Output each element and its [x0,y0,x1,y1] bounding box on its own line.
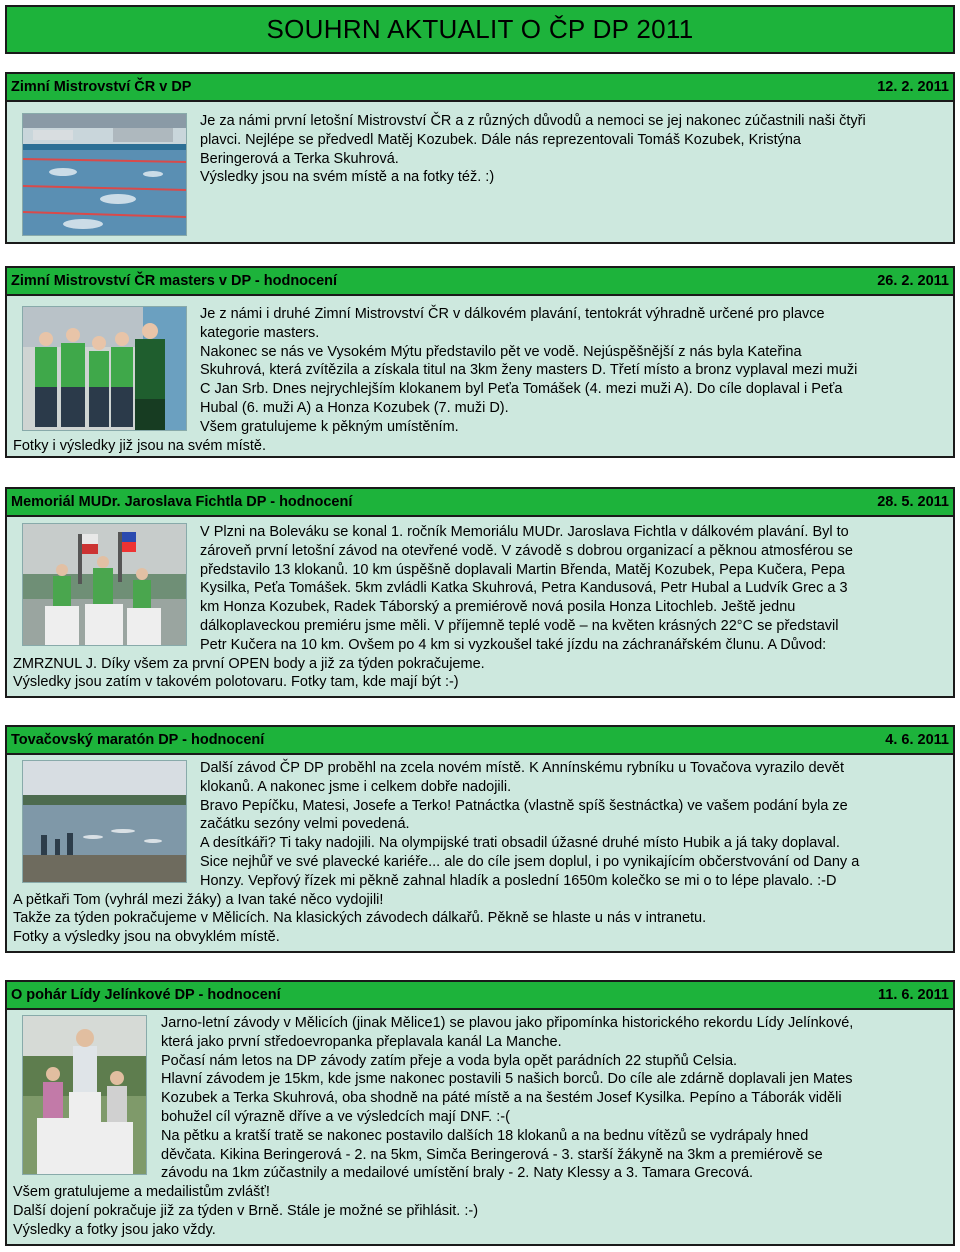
news-section-2 [5,266,955,458]
section-title[interactable]: Tovačovský maratón DP - hodnocení [11,732,265,748]
news-section-4 [5,725,955,953]
paragraph-line: začátku sezóny velmi povedená. [200,816,410,833]
paragraph-line: Na pětku a kratší tratě se nakonec postavilo dalších 18 klokanů a na bednu vítězů se vydrápaly hned [161,1127,809,1144]
paragraph-line: km Honza Kozubek, Radek Táborský a premiérově nová posila Honza Litochleb. Ještě jednu [200,599,796,616]
paragraph-line: Hlavní závodem je 15km, kde jsme nakonec postavili 5 našich borců. Do cíle ale zdárně doplavali jen Mates [161,1071,853,1088]
paragraph-line: Fotky a výsledky jsou na obvyklém místě. [13,929,280,946]
paragraph-line: Všem gratulujeme k pěkným umístěním. [200,418,459,435]
paragraph-line: Fotky i výsledky již jsou na svém místě. [13,437,267,454]
paragraph-line: zároveň první letošní závod na otevřené vodě. V závodě s dobrou organizací a pěknou atmosférou se [200,542,853,559]
paragraph-line: Takže za týden pokračujeme v Mělicích. Na klasických závodech dálkařů. Pěkně se hlaste u nás v intranetu. [13,910,707,927]
paragraph-line: závodu na 1km zúčastnily a medailové umístění braly - 2. Naty Klessy a 3. Tamara Grecová. [161,1165,754,1182]
paragraph-line: Beringerová a Terka Skuhrová. [200,150,399,167]
paragraph-line: Výsledky jsou na svém místě a na fotky též. :) [200,169,495,186]
paragraph-line: Bravo Pepíčku, Matesi, Josefe a Terko! Patnáctka (vlastně spíš šestnáctka) ve vašem podání byla ze [200,797,848,814]
paragraph-line: která jako první středoevropanka přeplavala kanál La Manche. [161,1033,562,1050]
paragraph-line: Všem gratulujeme a medailistům zvlášť! [13,1184,270,1201]
news-section-3 [5,487,955,698]
paragraph-line: Výsledky a fotky jsou jako vždy. [13,1221,216,1238]
section-body [13,1014,945,1240]
paragraph-line: bohužel cíl výrazně dříve a ve výsledcích mají DNF. :-( [161,1108,510,1125]
paragraph-line: klokanů. A nakonec jsme i celkem dobře nadojili. [200,778,512,795]
section-header [7,74,953,102]
section-body [13,759,945,947]
section-date: 28. 5. 2011 [877,494,949,510]
paragraph-line: představilo 13 klokanů. 10 km úspěšně doplavali Martin Břenda, Matěj Kozubek, Pepa Kučera, Pepa [200,561,845,578]
paragraph-line: plavci. Nejlépe se předvedl Matěj Kozubek. Dále nás reprezentovali Tomáš Kozubek, Kristýna [200,131,801,148]
paragraph-line: děvčata. Kikina Beringerová - 2. na 5km, Simča Beringerová - 3. starší žákyně na 3km a premiérově se [161,1146,823,1163]
section-body [13,305,945,455]
paragraph-line: V Plzni na Boleváku se konal 1. ročník Memoriálu MUDr. Jaroslava Fichtla v dálkovém plavání. Byl to [200,524,849,540]
section-date: 26. 2. 2011 [877,273,949,289]
paragraph-line: ZMRZNUL J. Díky všem za první OPEN body a již za týden pokračujeme. [13,655,485,672]
paragraph-line: A desítkáři? Ti taky nadojili. Na olympijské trati obsadil úžasné druhé místo Hubik a já taky doplaval. [200,835,840,852]
paragraph-line: Kysilka, Peťa Tomášek. 5km zvládli Katka Skuhrová, Petra Kandusová, Petr Hubal a Ludvík Grec a 3 [200,580,848,597]
paragraph-line: Petr Kučera na 10 km. Ovšem po 4 km si vyzkoušel také jízdu na záchranářském člunu. A Důvod: [200,636,827,653]
section-date: 12. 2. 2011 [877,79,949,95]
section-title[interactable]: Zimní Mistrovství ČR v DP [11,79,192,95]
section-title[interactable]: Zimní Mistrovství ČR masters v DP - hodnocení [11,273,338,289]
paragraph-line: Hubal (6. muži A) a Honza Kozubek (7. muži D). [200,399,509,416]
section-header [7,489,953,517]
paragraph-line: Jarno-letní závody v Mělicích (jinak Mělice1) se plavou jako připomínka historického rekordu Lídy Jelínkové, [161,1015,854,1031]
paragraph-line: A pětkaři Tom (vyhrál mezi žáky) a Ivan také něco vydojili! [13,891,384,908]
section-body [13,112,945,187]
section-header [7,982,953,1010]
news-section-5 [5,980,955,1246]
paragraph-line: Sice nejhůř ve své plavecké kariéře... ale do cíle jsem doplul, i po vynikajícím občerstvování od Dany a [200,853,860,870]
section-title[interactable]: Memoriál MUDr. Jaroslava Fichtla DP - hodnocení [11,494,353,510]
page-title-bar [5,5,955,54]
page-title: SOUHRN AKTUALIT O ČP DP 2011 [266,14,694,44]
paragraph-line: Nakonec se nás ve Vysokém Mýtu představilo pět ve vodě. Nejúspěšnější z nás byla Kateřina [200,343,802,360]
paragraph-line: Je za námi první letošní Mistrovství ČR a z různých důvodů a nemoci se jej nakonec zúčastnili naši čtyři [200,113,866,129]
paragraph-line: C Jan Srb. Dnes nejrychlejším klokanem byl Peťa Tomášek (4. mezi muži A). Do cíle doplaval i Peťa [200,381,843,398]
section-date: 4. 6. 2011 [885,732,949,748]
section-header [7,268,953,296]
paragraph-line: Výsledky jsou zatím v takovém polotovaru. Fotky tam, kde mají být :-) [13,674,459,691]
paragraph-line: Další dojení pokračuje již za týden v Brně. Stále je možné se přihlásit. :-) [13,1202,479,1219]
paragraph-line: Kozubek a Terka Skuhrová, oba shodně na páté místě a na šestém Josef Kysilka. Pepíno a Táborák viděli [161,1090,842,1107]
paragraph-line: Skuhrová, která zvítězila a získala titul na 3km ženy masters D. Třetí místo a bronz vyplaval mezi muži [200,362,858,379]
paragraph-line: Honzy. Vepřový řízek mi pěkně zahnal hladík a poslední 1650m kolečko se mi o to lépe plavalo. :-D [200,872,837,889]
paragraph-line: dálkoplaveckou premiéru jsme měli. V příjemně teplé vodě – na květen krásných 22°C se představil [200,617,839,634]
section-header [7,727,953,755]
paragraph-line: Další závod ČP DP proběhl na zcela novém místě. K Annínskému rybníku u Tovačova vyrazilo devět [200,760,844,776]
section-date: 11. 6. 2011 [878,987,949,1003]
paragraph-line: Počasí nám letos na DP závody zatím přeje a voda byla opět parádních 22 stupňů Celsia. [161,1052,738,1069]
paragraph-line: Je z námi i druhé Zimní Mistrovství ČR v dálkovém plavání, tentokrát výhradně určené pro plavce [200,306,825,322]
news-section-1 [5,72,955,244]
paragraph-line: kategorie masters. [200,324,320,341]
section-body [13,523,945,692]
section-title[interactable]: O pohár Lídy Jelínkové DP - hodnocení [11,987,281,1003]
